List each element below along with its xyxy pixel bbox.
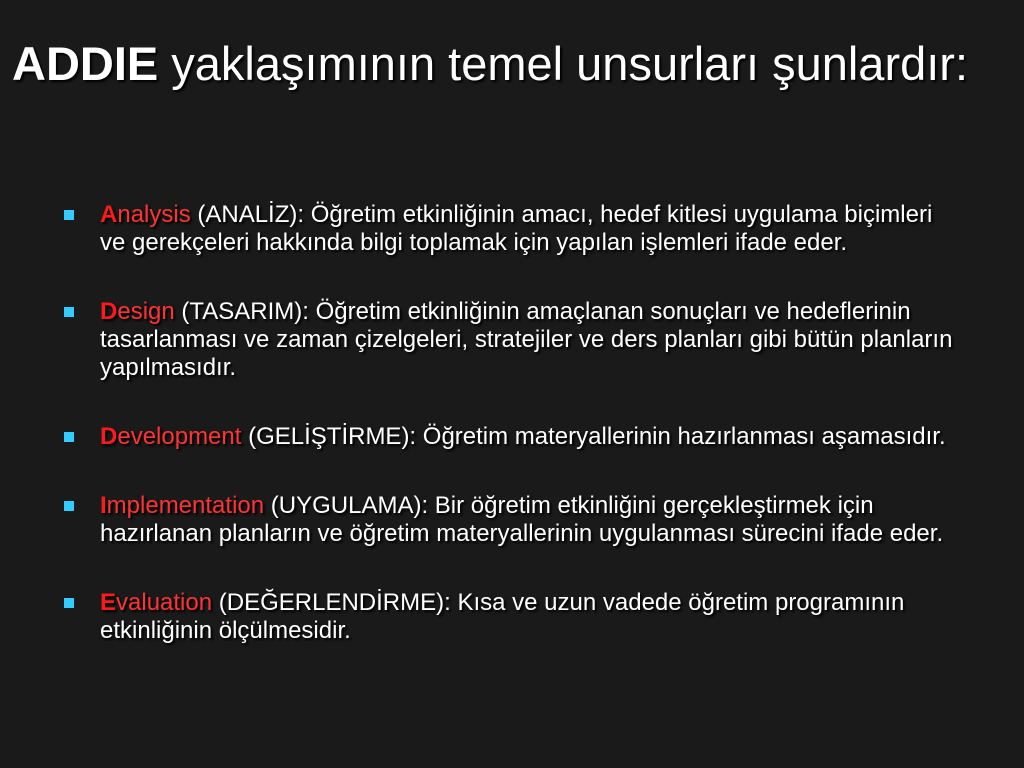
item-description: (DEĞERLENDİRME): Kısa ve uzun vadede öğretim programının etkinliğinin ölçülmesidir. [100, 589, 905, 644]
item-description: (GELİŞTİRME): Öğretim materyallerinin hazırlanması aşamasıdır. [241, 423, 946, 450]
term-rest: nalysis [117, 201, 191, 228]
square-bullet-icon [64, 307, 74, 317]
item-description: (ANALİZ): Öğretim etkinliğinin amacı, hedef kitlesi uygulama biçimleri ve gerekçeleri hakkında bilgi toplamak için yapılan işlemleri ifade eder. [100, 201, 933, 256]
slide-title [12, 34, 1002, 94]
term-initial: D [100, 298, 118, 325]
item-description: (UYGULAMA): Bir öğretim etkinliğini gerçekleştirmek için hazırlanan planların ve öğretim materyallerinin uygulanması sürecini ifade eder. [100, 492, 944, 547]
term-initial: A [100, 201, 118, 228]
term-rest: valuation [116, 589, 213, 616]
list-item-design [62, 298, 962, 382]
square-bullet-icon [64, 432, 74, 442]
list-item-implementation [62, 492, 962, 548]
term-initial: E [100, 589, 117, 616]
term-rest: esign [117, 298, 175, 325]
title-text: yaklaşımının temel unsurları şunlardır: [158, 37, 968, 90]
list-item-evaluation [62, 589, 962, 645]
list-item-analysis [62, 201, 962, 257]
square-bullet-icon [64, 501, 74, 511]
item-description: (TASARIM): Öğretim etkinliğinin amaçlanan sonuçları ve hedeflerinin tasarlanması ve zaman çizelgeleri, stratejiler ve ders planları gibi bütün planların yapılmasıdır. [100, 298, 953, 381]
term-initial: D [100, 423, 118, 450]
addie-list [62, 201, 962, 686]
list-item-development [62, 423, 962, 451]
term-rest: mplementation [106, 492, 265, 519]
term-rest: evelopment [117, 423, 242, 450]
square-bullet-icon [64, 598, 74, 608]
title-acronym: ADDIE [12, 37, 159, 90]
square-bullet-icon [64, 210, 74, 220]
term-initial: I [100, 492, 107, 519]
